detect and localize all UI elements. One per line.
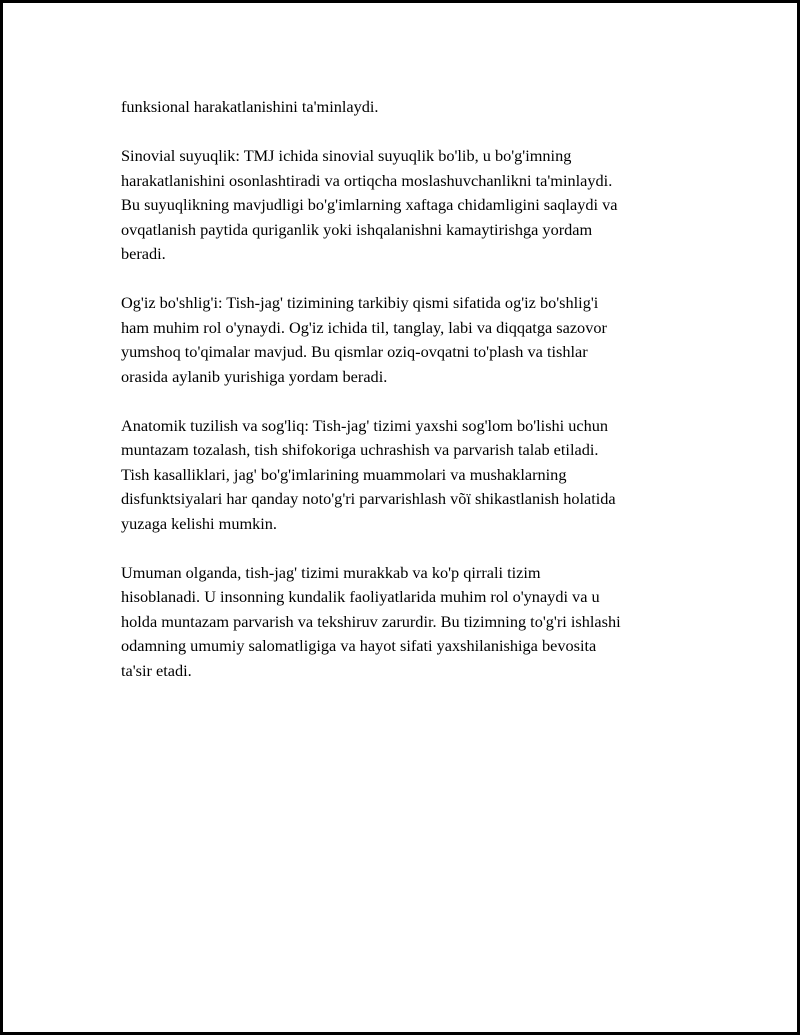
text-line: ta'sir etadi. xyxy=(121,660,192,680)
text-line: beradi. xyxy=(121,244,166,263)
text-line: holda muntazam parvarish va tekshiruv zarurdir. Bu tizimning to'g'ri ishlashi xyxy=(121,611,621,631)
paragraph xyxy=(121,561,696,684)
text-line: hisoblanadi. U insonning kundalik faoliyatlarida muhim rol o'ynaydi va u xyxy=(121,587,600,606)
text-line: disfunktsiyalari har qanday noto'g'ri parvarishlash võï shikastlanish holatida xyxy=(121,489,616,508)
text-line: funksional harakatlanishini ta'minlaydi. xyxy=(121,97,379,116)
text-line: orasida aylanib yurishiga yordam beradi. xyxy=(121,366,388,386)
text-line: ovqatlanish paytida quriganlik yoki ishqalanishni kamaytirishga yordam xyxy=(121,219,593,239)
paragraph xyxy=(121,291,696,389)
text-line: Og'iz bo'shlig'i: Tish-jag' tizimining tarkibiy qismi sifatida og'iz bo'shlig'i xyxy=(121,293,599,312)
paragraph xyxy=(121,144,696,267)
text-line: Umuman olganda, tish-jag' tizimi murakkab va ko'p qirrali tizim xyxy=(121,562,541,582)
text-line: yuzaga kelishi mumkin. xyxy=(121,513,277,533)
text-line: Bu suyuqlikning mavjudligi bo'g'imlarning xaftaga chidamligini saqlaydi va xyxy=(121,195,618,214)
text-line: Tish kasalliklari, jag' bo'g'imlarining muammolari va mushaklarning xyxy=(121,464,567,484)
document-body xyxy=(121,95,696,708)
paragraph xyxy=(121,414,696,537)
text-line: Anatomik tuzilish va sog'liq: Tish-jag' tizimi yaxshi sog'lom bo'lishi uchun xyxy=(121,415,609,435)
paragraph xyxy=(121,95,696,120)
text-line: ham muhim rol o'ynaydi. Og'iz ichida til, tanglay, labi va diqqatga sazovor xyxy=(121,317,607,337)
text-line: Sinovial suyuqlik: TMJ ichida sinovial suyuqlik bo'lib, u bo'g'imning xyxy=(121,146,572,165)
text-line: odamning umumiy salomatligiga va hayot sifati yaxshilanishiga bevosita xyxy=(121,636,597,655)
text-line: harakatlanishini osonlashtiradi va ortiqcha moslashuvchanlikni ta'minlaydi. xyxy=(121,170,613,190)
text-line: yumshoq to'qimalar mavjud. Bu qismlar oziq-ovqatni to'plash va tishlar xyxy=(121,342,588,361)
text-line: muntazam tozalash, tish shifokoriga uchrashish va parvarish talab etiladi. xyxy=(121,440,599,459)
